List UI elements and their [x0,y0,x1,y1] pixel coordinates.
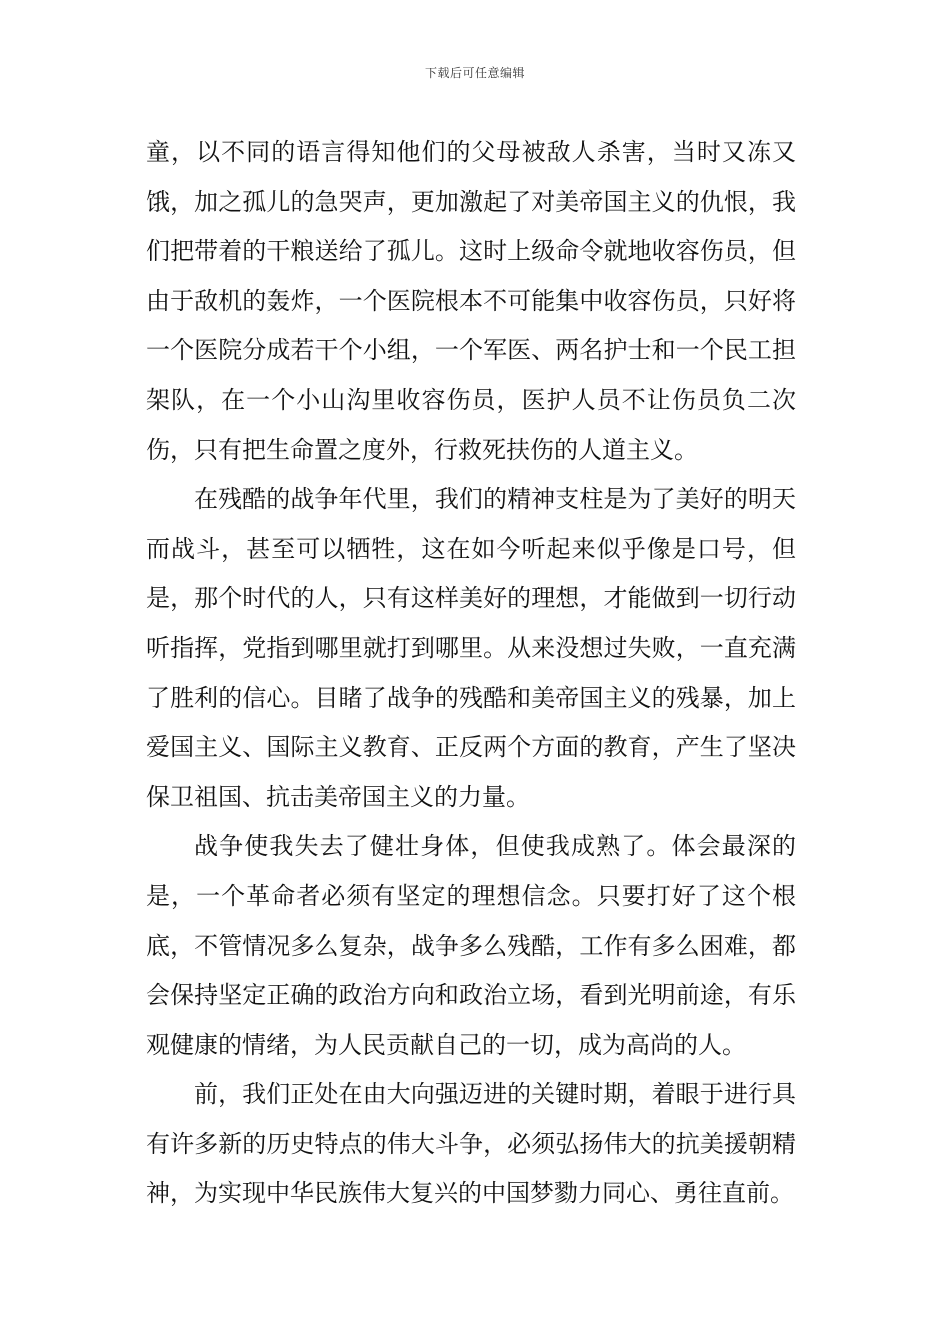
paragraph: 前，我们正处在由大向强迈进的关键时期，着眼于进行具有许多新的历史特点的伟大斗争，必须弘扬伟大的抗美援朝精神，为实现中华民族伟大复兴的中国梦勠力同心、勇往直前。 [146,1080,796,1208]
page-header-note: 下载后可任意编辑 [424,66,525,80]
paragraph-continuation: 童，以不同的语言得知他们的父母被敌人杀害，当时又冻又饿，加之孤儿的急哭声，更加激起了对美帝国主义的仇恨，我们把带着的干粮送给了孤儿。这时上级命令就地收容伤员，但由于敌机的轰炸，一个医院根本不可能集中收容伤员，只好将一个医院分成若干个小组，一个军医、两名护士和一个民工担架队，在一个小山沟里收容伤员，医护人员不让伤员负二次伤，只有把生命置之度外，行救死扶伤的人道主义。 [146,138,796,464]
paragraph: 战争使我失去了健壮身体，但使我成熟了。体会最深的是，一个革命者必须有坚定的理想信念。只要打好了这个根底，不管情况多么复杂，战争多么残酷，工作有多么困难，都会保持坚定正确的政治方向和政治立场，看到光明前途，有乐观健康的情绪，为人民贡献自己的一切，成为高尚的人。 [146,832,796,1059]
document-body [146,128,796,1219]
paragraph: 在残酷的战争年代里，我们的精神支柱是为了美好的明天而战斗，甚至可以牺牲，这在如今听起来似乎像是口号，但是，那个时代的人，只有这样美好的理想，才能做到一切行动听指挥，党指到哪里就打到哪里。从来没想过失败，一直充满了胜利的信心。目睹了战争的残酷和美帝国主义的残暴，加上爱国主义、国际主义教育、正反两个方面的教育，产生了坚决保卫祖国、抗击美帝国主义的力量。 [146,485,796,811]
